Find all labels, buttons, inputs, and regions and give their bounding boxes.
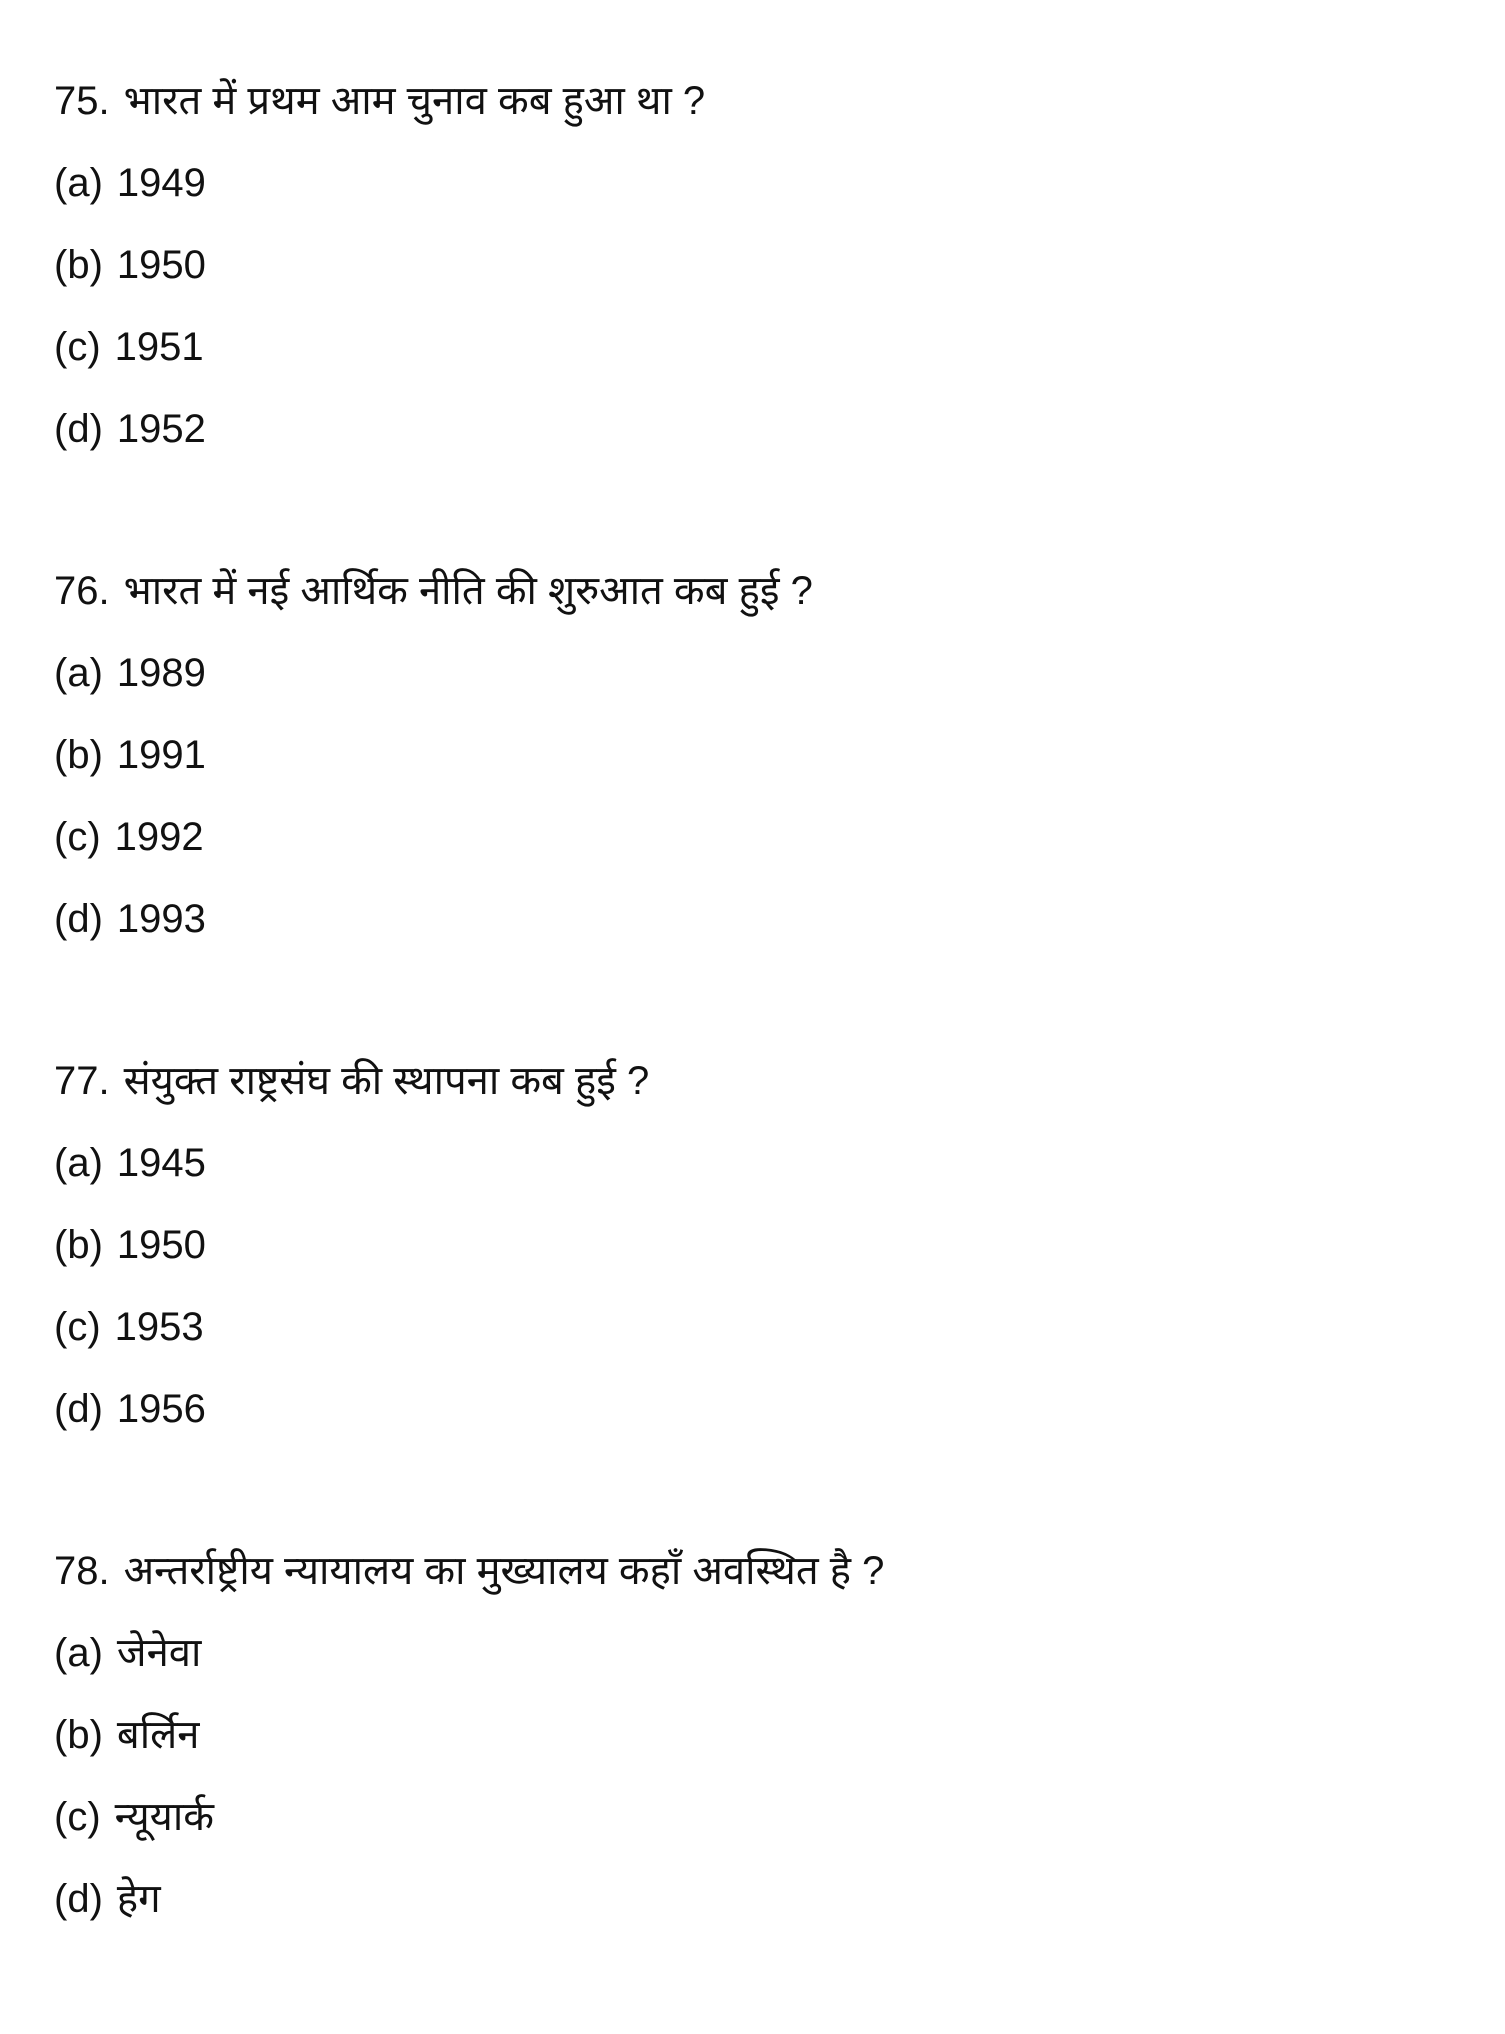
option-label: (b) [54, 1713, 103, 1757]
answer-option [54, 632, 1465, 714]
question-sheet [54, 60, 1465, 2020]
option-text: 1952 [116, 407, 206, 451]
answer-option [54, 388, 1465, 470]
option-text: 1949 [116, 161, 206, 205]
option-label: (d) [54, 407, 103, 451]
answer-option [54, 878, 1465, 960]
answer-option [54, 306, 1465, 388]
question-number: 76. [54, 569, 110, 613]
option-text: 1956 [116, 1387, 206, 1431]
option-text: 1950 [116, 243, 206, 287]
answer-option [54, 1776, 1465, 1858]
question-number: 75. [54, 79, 110, 123]
option-text: बर्लिन [116, 1713, 200, 1757]
answer-option [54, 224, 1465, 306]
option-label: (b) [54, 1223, 103, 1267]
question-line [54, 1040, 1465, 1122]
option-text: 1989 [116, 651, 206, 695]
question-block [54, 1040, 1465, 1530]
option-label: (a) [54, 161, 103, 205]
answer-option [54, 1122, 1465, 1204]
option-text: हेग [116, 1877, 161, 1921]
option-label: (b) [54, 733, 103, 777]
option-text: 1992 [114, 815, 204, 859]
option-label: (c) [54, 1305, 101, 1349]
question-text: संयुक्त राष्ट्रसंघ की स्थापना कब हुई ? [123, 1059, 650, 1103]
option-label: (d) [54, 897, 103, 941]
answer-option [54, 796, 1465, 878]
answer-option [54, 1858, 1465, 1940]
question-text: भारत में नई आर्थिक नीति की शुरुआत कब हुई ? [123, 569, 813, 613]
answer-option [54, 1204, 1465, 1286]
question-block [54, 1530, 1465, 2020]
option-text: 1953 [114, 1305, 204, 1349]
option-label: (c) [54, 815, 101, 859]
option-text: 1951 [114, 325, 204, 369]
question-line [54, 60, 1465, 142]
question-block [54, 60, 1465, 550]
question-text: अन्तर्राष्ट्रीय न्यायालय का मुख्यालय कहाँ अवस्थित है ? [123, 1549, 885, 1593]
question-block [54, 550, 1465, 1040]
option-text: 1991 [116, 733, 206, 777]
option-text: 1950 [116, 1223, 206, 1267]
option-text: 1993 [116, 897, 206, 941]
answer-option [54, 1694, 1465, 1776]
answer-option [54, 1612, 1465, 1694]
question-number: 77. [54, 1059, 110, 1103]
option-label: (a) [54, 1141, 103, 1185]
option-text: 1945 [116, 1141, 206, 1185]
question-text: भारत में प्रथम आम चुनाव कब हुआ था ? [123, 79, 706, 123]
option-label: (d) [54, 1877, 103, 1921]
answer-option [54, 142, 1465, 224]
option-label: (a) [54, 651, 103, 695]
answer-option [54, 1286, 1465, 1368]
option-label: (b) [54, 243, 103, 287]
option-label: (a) [54, 1631, 103, 1675]
option-text: न्यूयार्क [114, 1795, 214, 1839]
option-label: (c) [54, 325, 101, 369]
question-number: 78. [54, 1549, 110, 1593]
option-label: (c) [54, 1795, 101, 1839]
answer-option [54, 714, 1465, 796]
option-label: (d) [54, 1387, 103, 1431]
question-line [54, 1530, 1465, 1612]
option-text: जेनेवा [116, 1631, 202, 1675]
question-line [54, 550, 1465, 632]
answer-option [54, 1368, 1465, 1450]
